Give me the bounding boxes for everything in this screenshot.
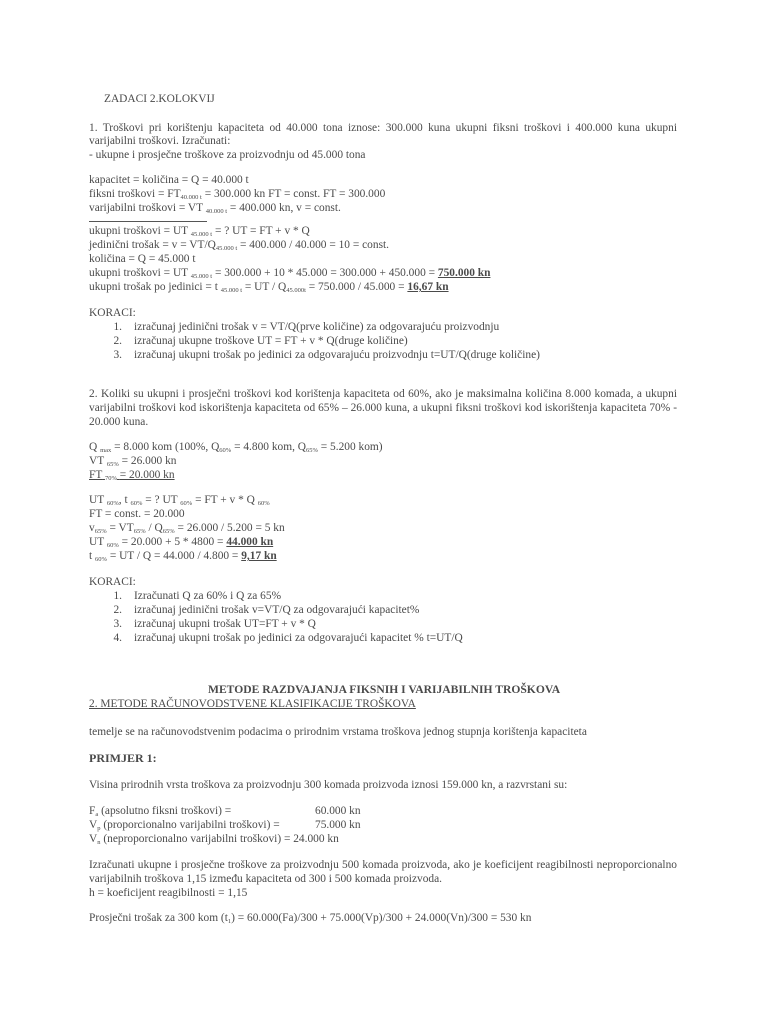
task1-kolicina: količina = Q = 45.000 t <box>89 253 196 265</box>
task2-q-max: Q $_{max}$ = 8.000 kom (100%, $Q_{60\%} = 4.800$ kom, $Q_{65\%} = 5.200$ kom) <box>89 441 383 454</box>
visina-troskova: Visina prirodnih vrsta troškova za proizvodnju 300 komada proizvoda iznosi 159.000 kn, a razvrstani su: <box>89 779 568 791</box>
zadatak-line-1: Izračunati ukupne i prosječne troškove za proizvodnju 500 komada proizvoda, ako je koeficijent reagibilnosti neproporcionalno <box>89 859 677 871</box>
task1-ukupni-troskovi: ukupni troškovi = UT $_{45.000 t}$ = ? UT = FT + v * Q <box>89 225 310 238</box>
page-title: ZADACI 2.KOLOKVIJ <box>104 93 215 105</box>
separator-line <box>89 221 207 222</box>
document-page: ZADACI 2.KOLOKVIJ 1. Troškovi pri korištenju kapaciteta od 40.000 tona iznose: 300.000 kuna ukupni fiksni troškovi i 400.000 kuna ukupni varijabilni troškovi. Izračunati: - ukupne i prosječne troškove za proizvodnju od 45.000 tona kapacitet = količina = Q = 40.000 t fiksni troškovi = $FT_{40.000 t} = 300.000$ kn FT = const. FT = 300.000 varijabilni troškovi = VT $_{40.000 t}$ = 400.000 kn, v = const. ukupni troškovi = UT $_{45.000 t}$ = ? UT = FT + v * Q jedinični trošak = $v = VT/Q_{45.000 t} = 400.000 / 40.000 = 10$ = const. količina = Q = 45.000 t ukupni troškovi = UT $_{45.000 t}$ = 300.000 + 10 * 45.000 = 300.000 + 450.000 = 750.000 kn ukupni trošak po jedinici = t $_{45.000 t}$ = UT / $Q_{45.000t} = 750.000 / 45.000 = 16,67$ kn KORACI: 1. izračunaj jedinični trošak v = VT/Q(prve količine) za odgovarajuću proizvodnju 2. izračunaj ukupne troškove UT = FT + v * Q(druge količine) 3. izračunaj ukupni trošak po jedinici za odgovarajuću proizvodnju t=UT/Q(druge količine) 2. Koliki su ukupni i prosječni troškovi kod korištenja kapaciteta od 60%, ako je maksimalna količina 8.000 komada, a ukupni varijabilni troškovi kod iskorištenja kapaciteta od 65% – 26.000 kuna, a ukupni fiksni troškovi kod iskorištenja kapaciteta 70% - 20.000 kuna. Q $_{max}$ = 8.000 kom (100%, $Q_{60\%} = 4.800$ kom, $Q_{65\%} = 5.200$ kom) VT $_{65\%}$ = 26.000 kn FT $_{70\%}$ = 20.000 kn UT $_{60\%}$, t $_{60\%}$ = ? UT $_{60\%}$ = FT + v * Q $_{60\%}$ FT = const. = 20.000 $v_{65\%} = VT_{65\%} / Q_{65\%} = 26.000 / 5.200 = 5$ kn UT $_{60\%}$ = 20.000 + 5 * 4800 = 44.000 kn t $_{60\%}$ = UT / Q = 44.000 / 4.800 = 9,17 kn KORACI: 1. Izračunati Q za 60% i Q za 65% 2. izračunaj jedinični trošak v=VT/Q za odgovarajući kapacitet% 3. izračunaj ukupni trošak UT=FT + v * Q 4. izračunaj ukupni trošak po jedinici za odgovarajući kapacitet % t=UT/Q METODE RAZDVAJANJA FIKSNIH I VARIJABILNIH TROŠKOVA 2. METODE RAČUNOVODSTVENE KLASIFIKACIJE TROŠKOVA temelje se na računovodstvenim podacima o prirodnim vrstama troškova jednog stupnja korištenja kapaciteta PRIMJER 1: Visina prirodnih vrsta troškova za proizvodnju 300 komada proizvoda iznosi 159.000 kn, a razvrstani su: $F_a$ (apsolutno fiksni troškovi) = 60.000 kn $V_p$ (proporcionalno varijabilni troškovi) = 75.000 kn $V_n$ (neproporcionalno varijabilni troškovi) = 24.000 kn Izračunati ukupne i prosječne troškove za proizvodnju 500 komada proizvoda, ako je koeficijent reagibilnosti neproporcionalno varijabilnih troškova 1,15 između kapaciteta od 300 i 500 komada proizvoda. h = koeficijent reagibilnosti = 1,15 Prosječni trošak za 300 kom $(t_1) = 60.000(Fa)/300 + 75.000(Vp)/300 + 24.000(Vn)/300 = 530$ kn <box>0 0 768 1024</box>
task1-kapacitet: kapacitet = količina = Q = 40.000 t <box>89 174 249 186</box>
fa-line: $F_a$ (apsolutno fiksni troškovi) = <box>89 805 232 818</box>
task1-intro-line-1: 1. Troškovi pri korištenju kapaciteta od 40.000 tona iznose: 300.000 kuna ukupni fiksni troškovi i 400.000 kuna ukupni <box>89 122 677 134</box>
task2-calc-line-5: t $_{60\%}$ = UT / Q = 44.000 / 4.800 = 9,17 kn <box>89 550 277 563</box>
task2-intro-line-2: varijabilni troškovi kod iskorištenja kapaciteta od 65% – 26.000 kuna, a ukupni fiksni troškovi kod iskorištenja kapaciteta 70% - <box>89 402 677 414</box>
task1-fiksni-troskovi: fiksni troškovi = $FT_{40.000 t} = 300.000$ kn FT = const. FT = 300.000 <box>89 188 386 201</box>
task1-ut-result: 750.000 kn <box>437 267 491 279</box>
task2-intro-line-3: 20.000 kuna. <box>89 416 149 428</box>
vp-line: $V_p$ (proporcionalno varijabilni troškovi) = <box>89 819 280 832</box>
task1-t-result: 16,67 kn <box>407 281 449 293</box>
task1-koraci-label: KORACI: <box>89 307 136 319</box>
zadatak-line-2: varijabilnih troškova 1,15 između kapaciteta od 300 i 500 komada proizvoda. <box>89 873 443 885</box>
task2-calc-line-2: FT = const. = 20.000 <box>89 508 185 520</box>
primjer-heading: PRIMJER 1: <box>89 751 157 765</box>
task2-calc-line-3: $v_{65\%} = VT_{65\%} / Q_{65\%} = 26.000 / 5.200 = 5$ kn <box>89 522 285 535</box>
task2-vt: VT $_{65\%}$ = 26.000 kn <box>89 455 177 468</box>
task2-ft: FT $_{70\%}$ = 20.000 kn <box>89 469 175 482</box>
koeficijent-reagibilnosti: h = koeficijent reagibilnosti = 1,15 <box>89 887 248 899</box>
section-heading: METODE RAZDVAJANJA FIKSNIH I VARIJABILNIH TROŠKOVA <box>208 683 561 696</box>
task2-koraci-label: KORACI: <box>89 576 136 588</box>
task1-ukupni-troskovi-result: ukupni troškovi = UT $_{45.000 t}$ = 300.000 + 10 * 45.000 = 300.000 + 450.000 = 750.000 kn <box>89 267 491 280</box>
task2-calc-line-1: UT $_{60\%}$, t $_{60\%}$ = ? UT $_{60\%}$ = FT + v * Q $_{60\%}$ <box>89 494 270 507</box>
task2-intro-line-1: 2. Koliki su ukupni i prosječni troškovi kod korištenja kapaciteta od 60%, ako je maksimalna količina 8.000 komada, a ukupni <box>89 388 677 400</box>
task1-varijabilni-troskovi: varijabilni troškovi = VT $_{40.000 t}$ = 400.000 kn, v = const. <box>89 202 341 215</box>
fa-value: 60.000 kn <box>315 805 361 817</box>
task2-calc-line-4: UT $_{60\%}$ = 20.000 + 5 * 4800 = 44.000 kn <box>89 536 274 549</box>
task1-trosak-po-jedinici: ukupni trošak po jedinici = t $_{45.000 t}$ = UT / $Q_{45.000t} = 750.000 / 45.000 = 16,67$ kn <box>89 281 449 294</box>
prosjecni-trosak: Prosječni trošak za 300 kom $(t_1) = 60.000(Fa)/300 + 75.000(Vp)/300 + 24.000(Vn)/300 = 530$ kn <box>89 912 532 925</box>
task1-intro-line-3: - ukupne i prosječne troškove za proizvodnju od 45.000 tona <box>89 149 366 161</box>
task2-ut-result: 44.000 kn <box>226 536 274 548</box>
task2-t-result: 9,17 kn <box>241 550 277 562</box>
vn-line: $V_n$ (neproporcionalno varijabilni troškovi) = 24.000 kn <box>89 833 339 846</box>
task1-jedinicni-trosak: jedinični trošak = $v = VT/Q_{45.000 t} = 400.000 / 40.000 = 10$ = const. <box>89 239 390 252</box>
section-subheading: 2. METODE RAČUNOVODSTVENE KLASIFIKACIJE TROŠKOVA <box>89 698 416 710</box>
task1-intro-line-2: varijabilni troškovi. Izračunati: <box>89 135 231 147</box>
section-description: temelje se na računovodstvenim podacima o prirodnim vrstama troškova jednog stupnja korištenja kapaciteta <box>89 726 587 738</box>
vp-value: 75.000 kn <box>315 819 361 831</box>
